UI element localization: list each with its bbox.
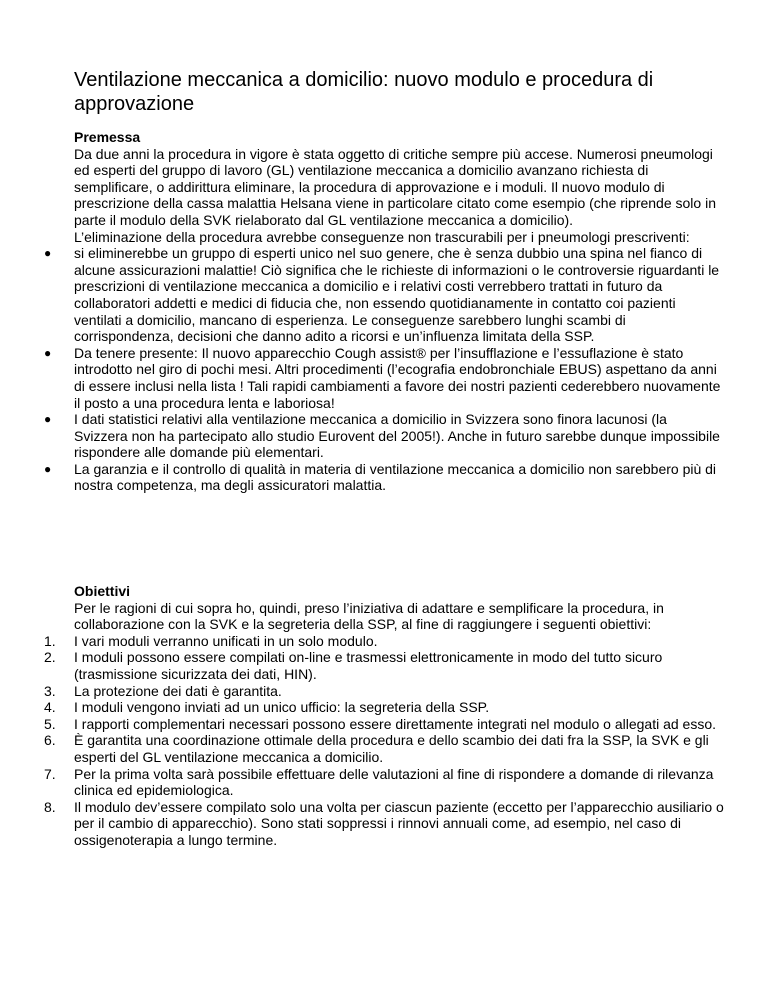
item-text: I moduli possono essere compilati on-line e trasmessi elettronicamente in modo del tutto sicuro (trasmissione sicurizzata dei dati, HIN).	[74, 649, 663, 682]
item-text: Per la prima volta sarà possibile effettuare delle valutazioni al fine di rispondere a domande di rilevanza clinica ed epidemiologica.	[74, 765, 714, 799]
item-text: I rapporti complementari necessari possono essere direttamente integrati nel modulo o allegati ad esso.	[74, 715, 717, 732]
bullet-icon: ●	[44, 345, 52, 360]
list-item	[44, 411, 724, 461]
list-item	[44, 460, 724, 494]
section-obiettivi	[44, 583, 724, 849]
obiettivi-numbered-list	[44, 632, 724, 849]
bullet-text: I dati statistici relativi alla ventilazione meccanica a domicilio in Svizzera sono finora lacunosi (la Svizzera non ha partecipato allo studio Eurovent del 2005!). Anche in futuro sarebbe dunque impossibile rispondere alle domande più elementari.	[74, 411, 720, 461]
list-item	[44, 649, 724, 682]
premessa-paragraph-2: L’eliminazione della procedura avrebbe conseguenze non trascurabili per i pneumologi prescriventi:	[74, 228, 690, 245]
obiettivi-heading: Obiettivi	[74, 583, 131, 599]
bullet-icon: ●	[44, 461, 52, 476]
list-item	[44, 715, 724, 733]
premessa-heading: Premessa	[74, 129, 141, 145]
bullet-text: La garanzia e il controllo di qualità in materia di ventilazione meccanica a domicilio non sarebbero più di nostra competenza, ma degli assicuratori malattia.	[74, 460, 717, 494]
list-item	[44, 682, 724, 700]
bullet-icon: ●	[44, 412, 52, 427]
list-item	[44, 765, 724, 799]
item-number: 1.	[44, 632, 56, 649]
list-item	[44, 245, 724, 345]
item-number: 3.	[44, 682, 56, 699]
premessa-paragraph-1: Da due anni la procedura in vigore è stata oggetto di critiche sempre più accese. Numerosi pneumologi ed esperti del gruppo di lavoro (GL) ventilazione meccanica a domicilio avanzano richiesta di semplificare, o addirittura eliminare, la procedura di approvazione e i moduli. Il nuovo modulo di prescrizione della cassa malattia Helsana viene in particolare citato come esempio (che riprende solo in parte il modulo della SVK rielaborato dal GL ventilazione meccanica a domicilio).	[74, 145, 716, 228]
item-number: 4.	[44, 699, 56, 716]
item-number: 6.	[44, 732, 56, 749]
list-item	[44, 732, 724, 765]
item-number: 7.	[44, 765, 56, 782]
item-number: 5.	[44, 715, 56, 732]
item-text: Il modulo dev’essere compilato solo una volta per ciascun paziente (eccetto per l’apparecchio ausiliario o per il cambio di apparecchio). Sono stati soppressi i rinnovi annuali come, ad esempio, nel caso di ossigenoterapia a lungo termine.	[74, 798, 724, 848]
item-number: 2.	[44, 649, 56, 666]
item-number: 8.	[44, 798, 56, 815]
obiettivi-intro: Per le ragioni di cui sopra ho, quindi, preso l’iniziativa di adattare e semplificare la procedura, in collaborazione con la SVK e la segreteria della SSP, al fine di raggiungere i seguenti obiettivi:	[74, 599, 664, 633]
list-item	[44, 632, 724, 650]
list-item	[44, 699, 724, 716]
bullet-icon: ●	[44, 246, 52, 261]
item-text: La protezione dei dati è garantita.	[74, 682, 282, 699]
item-text: I moduli vengono inviati ad un unico ufficio: la segreteria della SSP.	[74, 699, 490, 716]
list-item	[44, 798, 724, 849]
premessa-bullet-list	[44, 245, 724, 494]
document-title: Ventilazione meccanica a domicilio: nuovo modulo e procedura di approvazione	[74, 69, 654, 115]
item-text: È garantita una coordinazione ottimale della procedura e dello scambio dei dati fra la SSP, la SVK e gli esperti del GL ventilazione meccanica a domicilio.	[74, 732, 709, 765]
bullet-text: Da tenere presente: Il nuovo apparecchio Cough assist® per l’insufflazione e l’essuflazione è stato introdotto nel giro di pochi mesi. Altri procedimenti (l’ecografia endobronchiale EBUS) aspettano da anni di essere inclusi nella lista ! Tali rapidi cambiamenti a favore dei nostri pazienti cederebbero nuovamente il posto a una procedura lenta e laboriosa!	[74, 344, 721, 411]
section-premessa	[44, 129, 724, 494]
item-text: I vari moduli verranno unificati in un solo modulo.	[74, 632, 378, 649]
bullet-text: si eliminerebbe un gruppo di esperti unico nel suo genere, che è senza dubbio una spina nel fianco di alcune assicurazioni malattie! Ciò significa che le richieste di informazioni o le controversie riguardanti le prescrizioni di ventilazione meccanica a domicilio e i relativi costi verrebbero trattati in futuro da collaboratori addetti e medici di fiducia che, non essendo quotidianamente in contatto coi pazienti ventilati a domicilio, mancano di esperienza. Le conseguenze sarebbero lunghi scambi di corrispondenza, decisioni che danno adito a ricorsi e un’influenza limitata della SSP.	[74, 245, 720, 345]
list-item	[44, 344, 724, 411]
